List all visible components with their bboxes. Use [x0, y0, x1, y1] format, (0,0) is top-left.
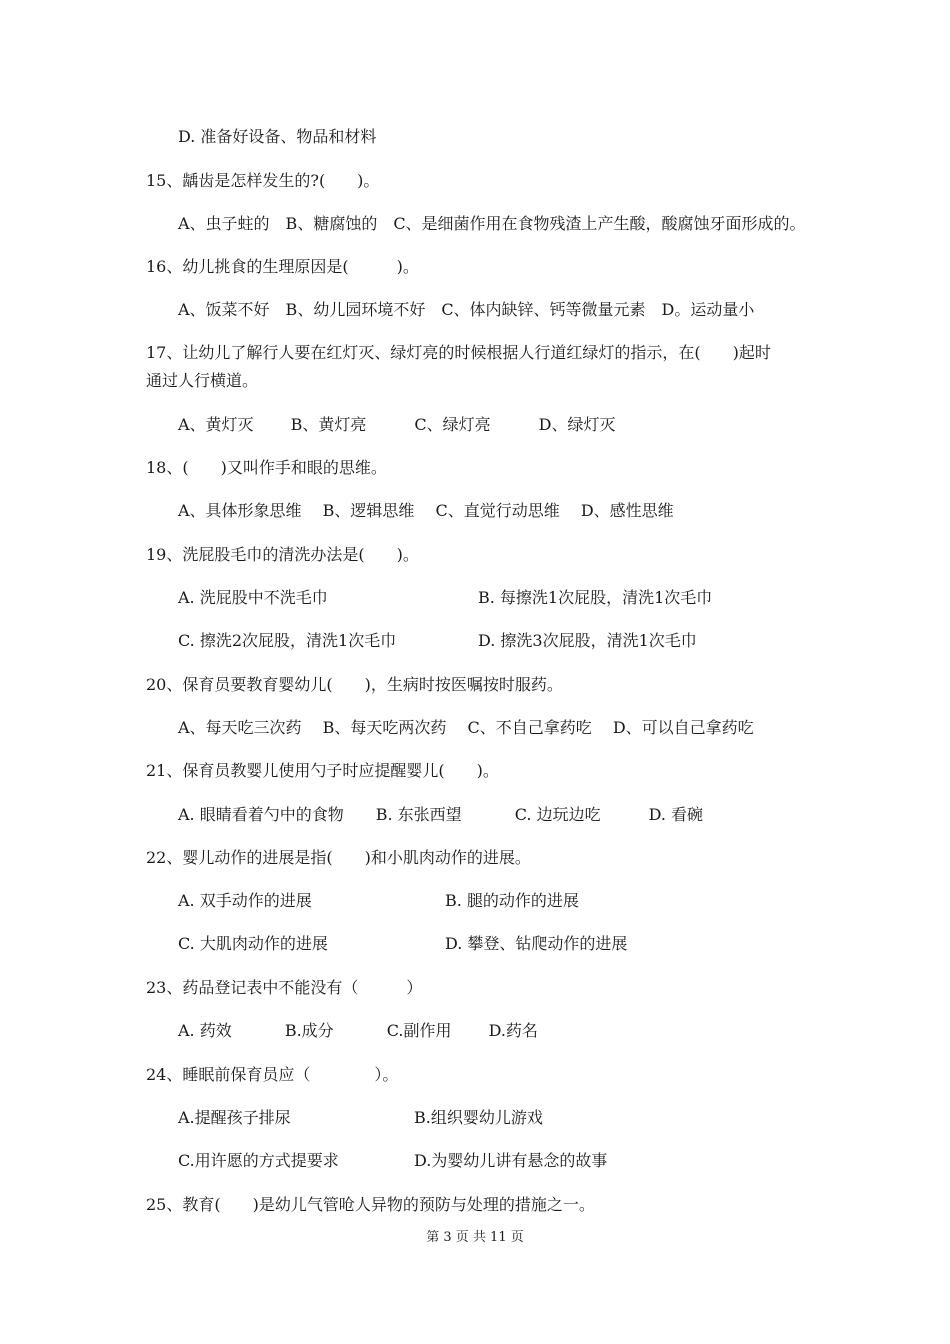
page-footer: 第 3 页 共 11 页 [426, 1230, 524, 1245]
question-24: 24、睡眠前保育员应（ ）。 [146, 1065, 399, 1084]
question-23: 23、药品登记表中不能没有（ ） [146, 978, 423, 997]
q20-options: A、每天吃三次药 B、每天吃两次药 C、不自己拿药吃 D、可以自己拿药吃 [178, 718, 754, 737]
question-21: 21、保育员教婴儿使用勺子时应提醒婴儿( )。 [146, 761, 499, 780]
q22-option-a: A. 双手动作的进展 [178, 891, 312, 910]
question-16: 16、幼儿挑食的生理原因是( )。 [146, 257, 419, 276]
question-18: 18、( )又叫作手和眼的思维。 [146, 458, 387, 477]
q19-option-d: D. 擦洗3次屁股，清洗1次毛巾 [478, 631, 697, 650]
question-15: 15、龋齿是怎样发生的?( )。 [146, 171, 380, 190]
q17-options: A、黄灯灭 B、黄灯亮 C、绿灯亮 D、绿灯灭 [178, 415, 616, 434]
q22-option-c: C. 大肌肉动作的进展 [178, 934, 328, 953]
q19-option-a: A. 洗屁股中不洗毛巾 [178, 588, 328, 607]
q15-options: A、虫子蛀的 B、糖腐蚀的 C、是细菌作用在食物残渣上产生酸，酸腐蚀牙面形成的。 [178, 214, 806, 233]
q19-option-b: B. 每擦洗1次屁股，清洗1次毛巾 [478, 588, 713, 607]
q18-options: A、具体形象思维 B、逻辑思维 C、直觉行动思维 D、感性思维 [178, 501, 674, 520]
q24-option-d: D.为婴幼儿讲有悬念的故事 [414, 1151, 608, 1170]
question-17-line1: 17、让幼儿了解行人要在红灯灭、绿灯亮的时候根据人行道红绿灯的指示，在( )起时 [146, 343, 771, 362]
question-19: 19、洗屁股毛巾的清洗办法是( )。 [146, 545, 419, 564]
q23-options: A. 药效 B.成分 C.副作用 D.药名 [178, 1021, 538, 1040]
question-25: 25、教育( )是幼儿气管呛人异物的预防与处理的措施之一。 [146, 1195, 595, 1214]
question-20: 20、保育员要教育婴幼儿( )，生病时按医嘱按时服药。 [146, 675, 563, 694]
q16-options: A、饭菜不好 B、幼儿园环境不好 C、体内缺锌、钙等微量元素 D。运动量小 [178, 300, 755, 319]
q14-option-d: D. 准备好设备、物品和材料 [178, 127, 377, 146]
question-17-line2: 通过人行横道。 [146, 371, 259, 390]
q22-option-b: B. 腿的动作的进展 [445, 891, 579, 910]
question-22: 22、婴儿动作的进展是指( )和小肌肉动作的进展。 [146, 848, 531, 867]
q19-option-c: C. 擦洗2次屁股，清洗1次毛巾 [178, 631, 397, 650]
q24-option-c: C.用许愿的方式提要求 [178, 1151, 339, 1170]
q22-option-d: D. 攀登、钻爬动作的进展 [445, 934, 628, 953]
q24-option-a: A.提醒孩子排尿 [178, 1108, 291, 1127]
q21-options: A. 眼睛看着勺中的食物 B. 东张西望 C. 边玩边吃 D. 看碗 [178, 805, 704, 824]
q24-option-b: B.组织婴幼儿游戏 [414, 1108, 543, 1127]
